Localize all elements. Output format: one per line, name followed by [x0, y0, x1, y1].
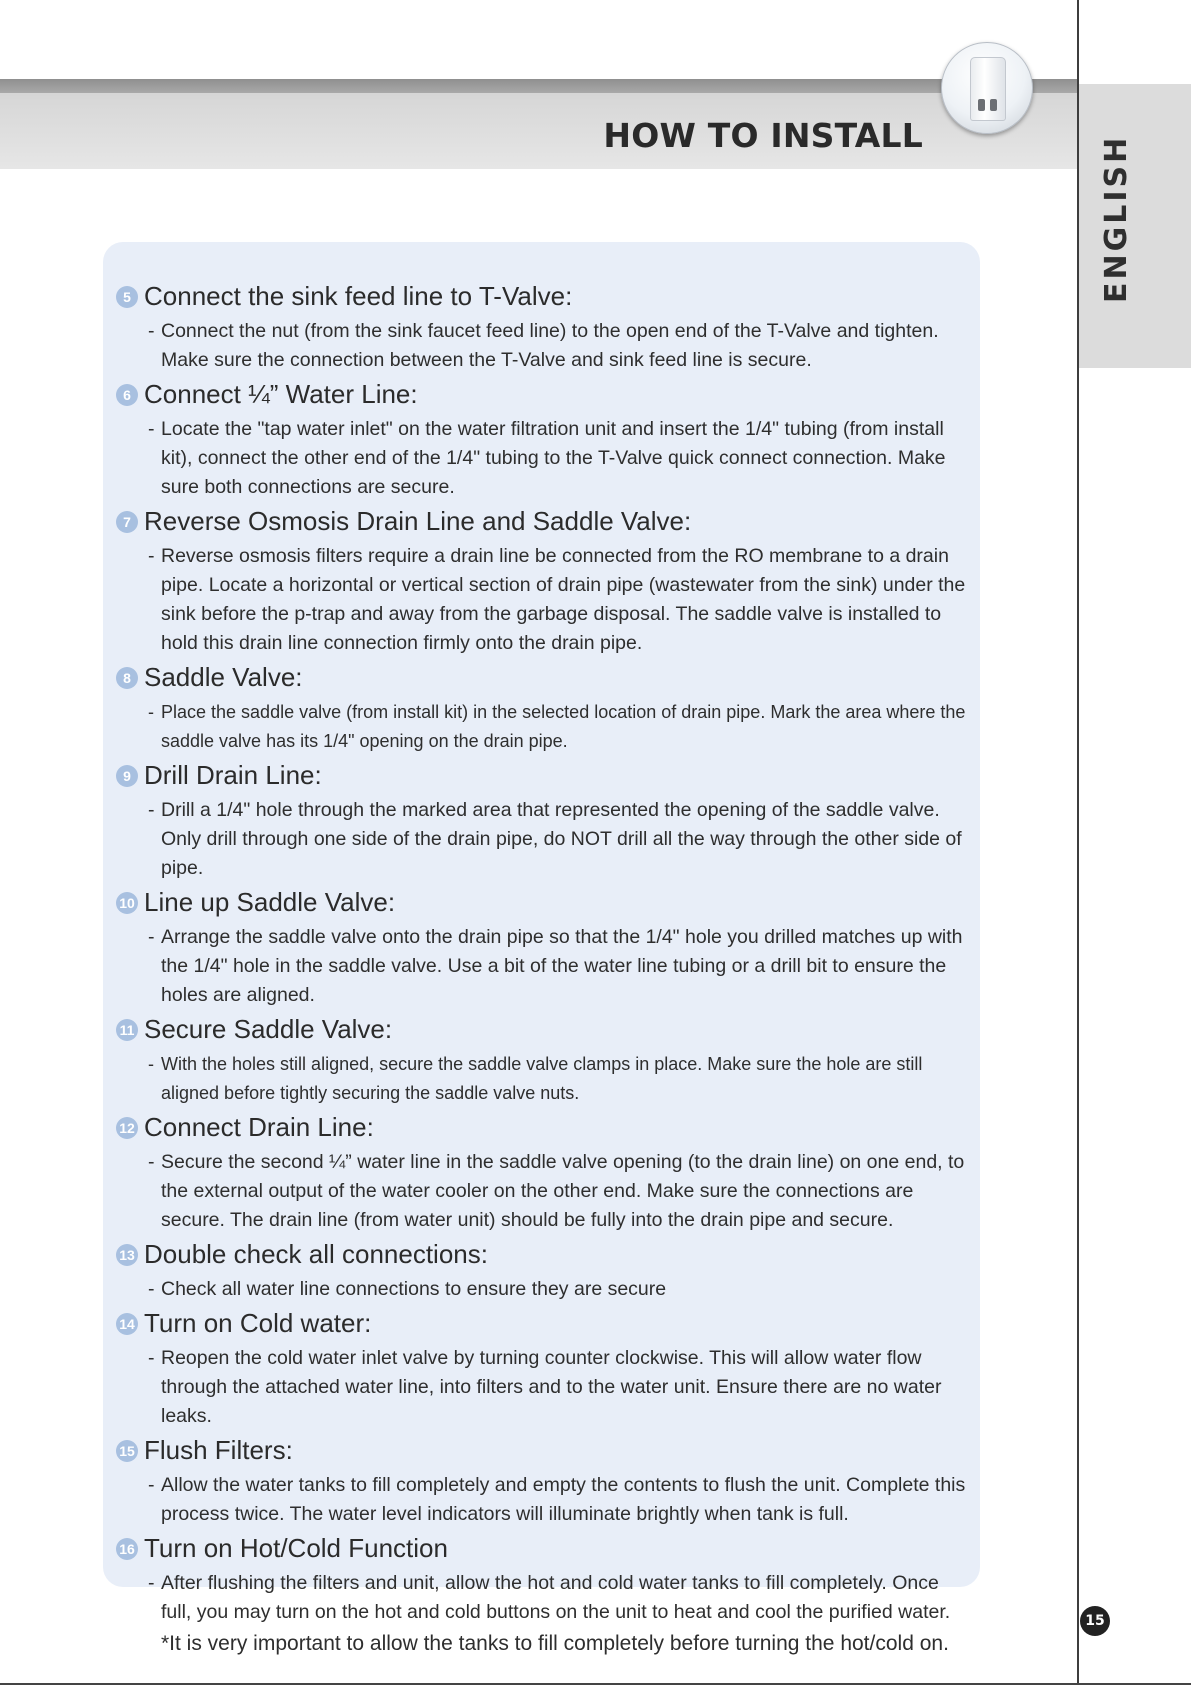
- step-10: [116, 886, 968, 1010]
- step-title: Connect the sink feed line to T-Valve:: [144, 281, 573, 311]
- step-16: [116, 1532, 968, 1658]
- step-title: Connect ¼” Water Line:: [144, 379, 418, 409]
- step-text: Reverse osmosis filters require a drain line be connected from the RO membrane to a drain pipe. Locate a horizontal or vertical section of drain pipe (wastewater from the sink) under the sink before the p-trap and away from the garbage disposal. The saddle valve is installed to hold this drain line connection firmly onto the drain pipe.: [161, 545, 966, 654]
- cold-tap-icon: [990, 99, 997, 111]
- header-top-rule: [0, 79, 1077, 93]
- page-number: 15: [1080, 1606, 1110, 1636]
- step-number-badge: 9: [116, 765, 138, 787]
- step-title: Turn on Hot/Cold Function: [144, 1533, 448, 1563]
- step-body: - Place the saddle valve (from install kit) in the selected location of drain pipe. Mark the area where the saddle valve has its 1/4" opening on the drain pipe.: [148, 702, 966, 751]
- step-body: - With the holes still aligned, secure the saddle valve clamps in place. Make sure the hole are still aligned before tightly securing the saddle valve nuts.: [148, 1054, 923, 1103]
- step-13: [116, 1238, 968, 1304]
- step-6: [116, 378, 968, 502]
- step-body: - After flushing the filters and unit, allow the hot and cold water tanks to fill completely. Once full, you may turn on the hot and cold buttons on the unit to heat and cool the purified water. *It is very important to allow the tanks to fill completely before turning the hot/cold on.: [116, 1569, 968, 1658]
- step-11: [116, 1013, 968, 1108]
- install-steps: [116, 280, 968, 1661]
- step-number-badge: 8: [116, 667, 138, 689]
- step-body: - Check all water line connections to ensure they are secure: [148, 1278, 667, 1300]
- step-text: Allow the water tanks to fill completely and empty the contents to flush the unit. Complete this process twice. The water level indicators will illuminate brightly when tank is full.: [161, 1474, 966, 1525]
- step-text: Arrange the saddle valve onto the drain pipe so that the 1/4" hole you drilled matches up with the 1/4" hole in the saddle valve. Use a bit of the water line tubing or a drill bit to ensure the holes are aligned.: [161, 926, 963, 1006]
- step-body: - Connect the nut (from the sink faucet feed line) to the open end of the T-Valve and tighten. Make sure the connection between the T-Valve and sink feed line is secure.: [148, 320, 939, 371]
- step-title: Connect Drain Line:: [144, 1112, 374, 1142]
- water-dispenser-icon: [941, 42, 1033, 134]
- step-number-badge: 12: [116, 1117, 138, 1139]
- step-title: Saddle Valve:: [144, 662, 303, 692]
- step-9: [116, 759, 968, 883]
- step-text: Check all water line connections to ensure they are secure: [161, 1278, 667, 1300]
- step-title: Secure Saddle Valve:: [144, 1014, 393, 1044]
- language-tab-label: ENGLISH: [1099, 134, 1134, 303]
- step-body: - Arrange the saddle valve onto the drain pipe so that the 1/4" hole you drilled matches up with the 1/4" hole in the saddle valve. Use a bit of the water line tubing or a drill bit to ensure the holes are aligned.: [148, 926, 963, 1006]
- step-5: [116, 280, 968, 375]
- step-title: Double check all connections:: [144, 1239, 488, 1269]
- step-body: - Reopen the cold water inlet valve by turning counter clockwise. This will allow water flow through the attached water line, into filters and to the water unit. Ensure there are no water leaks.: [148, 1347, 942, 1427]
- page-title: HOW TO INSTALL: [603, 116, 923, 155]
- step-number-badge: 7: [116, 511, 138, 533]
- step-8: [116, 661, 968, 756]
- step-text: Drill a 1/4" hole through the marked area that represented the opening of the saddle valve. Only drill through one side of the drain pipe, do NOT drill all the way through the other side of pipe.: [161, 799, 962, 879]
- step-title: Turn on Cold water:: [144, 1308, 372, 1338]
- step-number-badge: 16: [116, 1538, 138, 1560]
- step-text: With the holes still aligned, secure the saddle valve clamps in place. Make sure the hole are still aligned before tightly securing the saddle valve nuts.: [161, 1054, 923, 1103]
- step-7: [116, 505, 968, 658]
- step-title: Reverse Osmosis Drain Line and Saddle Valve:: [144, 506, 692, 536]
- step-12: [116, 1111, 968, 1235]
- step-text: Secure the second ¼” water line in the saddle valve opening (to the drain line) on one end, to the external output of the water cooler on the other end. Make sure the connections are secure. The drain line (from water unit) should be fully into the drain pipe and secure.: [161, 1151, 965, 1231]
- step-body: - Allow the water tanks to fill completely and empty the contents to flush the unit. Complete this process twice. The water level indicators will illuminate brightly when tank is full.: [148, 1474, 966, 1525]
- step-body: - Locate the "tap water inlet" on the water filtration unit and insert the 1/4" tubing (from install kit), connect the other end of the 1/4" tubing to the T-Valve quick connect connection. Make sure both connections are secure.: [148, 418, 946, 498]
- step-title: Drill Drain Line:: [144, 760, 322, 790]
- language-tab: [1079, 84, 1191, 368]
- step-number-badge: 11: [116, 1019, 138, 1041]
- step-number-badge: 13: [116, 1244, 138, 1266]
- step-number-badge: 6: [116, 384, 138, 406]
- step-text: Locate the "tap water inlet" on the water filtration unit and insert the 1/4" tubing (from install kit), connect the other end of the 1/4" tubing to the T-Valve quick connect connection. Make sure both connections are secure.: [161, 418, 946, 498]
- step-15: [116, 1434, 968, 1529]
- important-note: *It is very important to allow the tanks to fill completely before turning the hot/cold on.: [161, 1632, 949, 1655]
- step-text: After flushing the filters and unit, allow the hot and cold water tanks to fill completely. Once full, you may turn on the hot and cold buttons on the unit to heat and cool the purified water.: [161, 1572, 951, 1623]
- step-text: Connect the nut (from the sink faucet feed line) to the open end of the T-Valve and tighten. Make sure the connection between the T-Valve and sink feed line is secure.: [161, 320, 939, 371]
- step-title: Line up Saddle Valve:: [144, 887, 396, 917]
- step-number-badge: 15: [116, 1440, 138, 1462]
- step-number-badge: 14: [116, 1313, 138, 1335]
- step-body: - Reverse osmosis filters require a drain line be connected from the RO membrane to a drain pipe. Locate a horizontal or vertical section of drain pipe (wastewater from the sink) under the sink before the p-trap and away from the garbage disposal. The saddle valve is installed to hold this drain line connection firmly onto the drain pipe.: [148, 545, 966, 654]
- step-body: - Drill a 1/4" hole through the marked area that represented the opening of the saddle valve. Only drill through one side of the drain pipe, do NOT drill all the way through the other side of pipe.: [148, 799, 962, 879]
- step-text: Reopen the cold water inlet valve by turning counter clockwise. This will allow water flow through the attached water line, into filters and to the water unit. Ensure there are no water leaks.: [161, 1347, 942, 1427]
- step-text: Place the saddle valve (from install kit) in the selected location of drain pipe. Mark the area where the saddle valve has its 1/4" opening on the drain pipe.: [161, 702, 966, 751]
- hot-tap-icon: [978, 99, 985, 111]
- step-title: Flush Filters:: [144, 1435, 293, 1465]
- step-14: [116, 1307, 968, 1431]
- dispenser-body: [970, 57, 1006, 121]
- step-number-badge: 5: [116, 286, 138, 308]
- step-number-badge: 10: [116, 892, 138, 914]
- step-body: - Secure the second ¼” water line in the saddle valve opening (to the drain line) on one end, to the external output of the water cooler on the other end. Make sure the connections are secure. The drain line (from water unit) should be fully into the drain pipe and secure.: [148, 1151, 965, 1231]
